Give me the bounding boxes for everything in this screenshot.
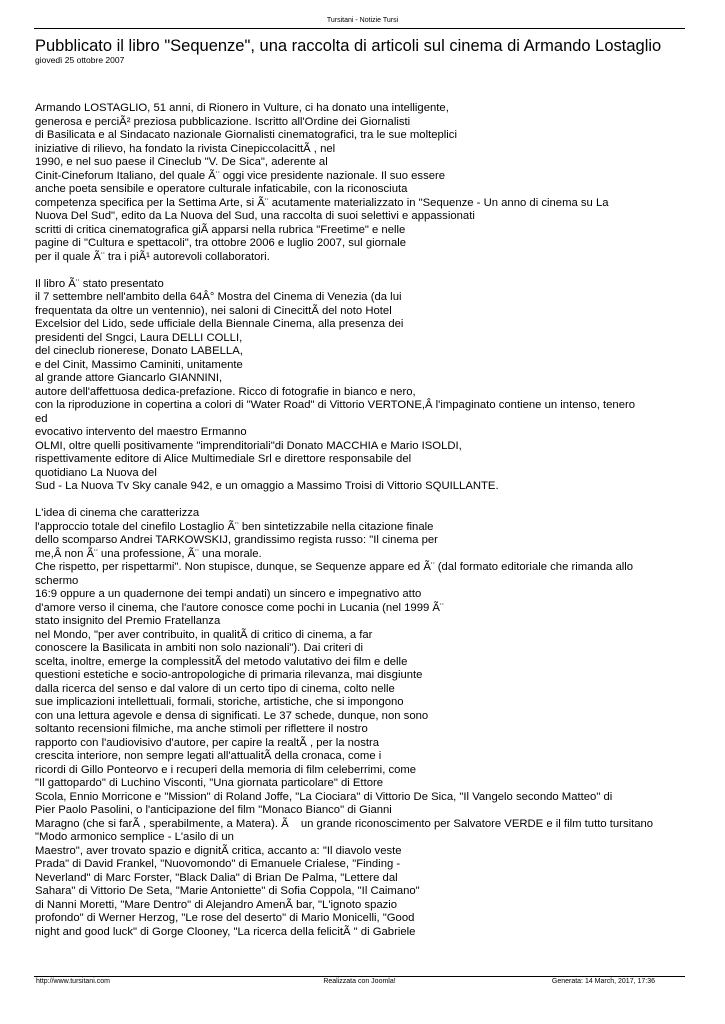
article-body-line: ricordi di Gillo Ponteorvo e i recuperi della memoria di film celeberrimi, come bbox=[35, 763, 417, 776]
article-body-line bbox=[35, 264, 695, 278]
footer-generated-date: Generata: 14 March, 2017, 17:36 bbox=[551, 978, 655, 985]
article-body-line: del cineclub rionerese, Donato LABELLA, bbox=[35, 345, 243, 357]
article-body bbox=[35, 102, 695, 939]
article-body-line: iniziative di rilievo, ha fondato la rivista CinepiccolacittÃ , nel bbox=[35, 142, 336, 155]
article-body-line: l'approccio totale del cinefilo Lostaglio Ã¨ ben sintetizzabile nella citazione finale bbox=[35, 520, 434, 533]
article-body-line: soltanto recensioni filmiche, ma anche stimoli per riflettere il nostro bbox=[35, 723, 368, 735]
article-body-line: sue implicazioni intellettuali, formali, storiche, artistiche, che si impongono bbox=[35, 696, 404, 708]
article-body-line: "Modo armonico semplice - L'asilo di un bbox=[35, 831, 234, 843]
article-body-line: "Il gattopardo" di Luchino Visconti, "Una giornata particolare" di Ettore bbox=[35, 777, 384, 789]
article-body-line: con una lettura agevole e densa di significati. Le 37 schede, dunque, non sono bbox=[35, 709, 429, 722]
article-body-line: 1990, e nel suo paese il Cineclub "V. De Sica", aderente al bbox=[35, 156, 328, 168]
article-body-line: dalla ricerca del senso e dal valore di un certo tipo di cinema, colto nelle bbox=[35, 682, 395, 695]
article-body-line: rapporto con l'audiovisivo d'autore, per capire la realtÃ , per la nostra bbox=[35, 736, 380, 749]
article-body-line: di Nanni Moretti, "Mare Dentro" di Alejandro AmenÃ bar, "L'ignoto spazio bbox=[35, 898, 398, 911]
article-body-line: competenza specifica per la Settima Arte, si Ã¨ acutamente materializzato in "Sequenze - Un anno di cinema su La bbox=[35, 196, 609, 209]
article-body-line: con la riproduzione in copertina a colori di "Water Road" di Vittorio VERTONE,Â l'impaginato contiene un intenso, tenero bbox=[35, 399, 636, 411]
article-body-line: Prada" di David Frankel, "Nuovomondo" di Emanuele Crialese, "Finding - bbox=[35, 858, 401, 870]
article-body-line: per il quale Ã¨ tra i piÃ¹ autorevoli collaboratori. bbox=[35, 250, 270, 263]
article-body-line: Sahara" di Vittorio De Seta, "Marie Antoniette" di Sofia Coppola, "Il Caimano" bbox=[35, 885, 420, 897]
footer-joomla-credit: Realizzata con Joomla! bbox=[323, 978, 396, 985]
article-date: giovedì 25 ottobre 2007 bbox=[35, 55, 125, 65]
article-body-line: Che rispetto, per rispettarmi". Non stupisce, dunque, se Sequenze appare ed Ã¨ (dal formato editoriale che rimanda allo bbox=[35, 561, 634, 573]
article-body-line: 16:9 oppure a un quadernone dei tempi andati) un sincero e impegnativo atto bbox=[35, 588, 422, 600]
site-header-title: Tursitani - Notizie Tursi bbox=[326, 17, 399, 24]
article-body-line: e del Cinit, Massimo Caminiti, unitamente bbox=[35, 358, 243, 371]
article-body-line: ed bbox=[35, 412, 48, 425]
article-body-line: Il libro Ã¨ stato presentato bbox=[35, 277, 164, 290]
article-body-line: nel Mondo, "per aver contribuito, in qualitÃ di critico di cinema, a far bbox=[35, 628, 373, 641]
article-title: Pubblicato il libro "Sequenze", una raccolta di articoli sul cinema di Armando Lostaglio bbox=[35, 37, 662, 55]
article-body-line: presidenti del Sngci, Laura DELLI COLLI, bbox=[35, 331, 243, 344]
article-body-line: night and good luck" di Gorge Clooney, "La ricerca della felicitÃ " di Gabriele bbox=[35, 925, 416, 938]
article-body-line: Scola, Ennio Morricone e "Mission" di Roland Joffe, "La Ciociara" di Vittorio De Sica, "Il Vangelo secondo Matteo" di bbox=[35, 790, 613, 803]
article-body-line: conoscere la Basilicata in ambiti non solo nazionali"). Dai criteri di bbox=[35, 642, 364, 654]
article-body-line: di Basilicata e al Sindacato nazionale Giornalisti cinematografici, tra le sue molteplici bbox=[35, 129, 457, 141]
article-body-line: Sud - La Nuova Tv Sky canale 942, e un omaggio a Massimo Troisi di Vittorio SQUILLANTE. bbox=[35, 480, 499, 492]
header-divider bbox=[34, 28, 685, 29]
article-body-line: Excelsior del Lido, sede ufficiale della Biennale Cinema, alla presenza dei bbox=[35, 318, 404, 330]
article-body-line: Maragno (che si farÃ , sperabilmente, a Matera). Ã un grande riconoscimento per Salvatore VERDE e il film tutto tursitano bbox=[35, 817, 654, 830]
article-body-line: anche poeta sensibile e operatore culturale infaticabile, con la riconosciuta bbox=[35, 183, 408, 195]
article-body-line: scritti di critica cinematografica giÃ apparsi nella rubrica "Freetime" e nelle bbox=[35, 223, 406, 236]
article-body-line: L'idea di cinema che caratterizza bbox=[35, 507, 200, 519]
article-body-line: Nuova Del Sud", edito da La Nuova del Sud, una raccolta di suoi selettivi e appassionati bbox=[35, 210, 475, 222]
article-body-line: evocativo intervento del maestro Ermanno bbox=[35, 426, 247, 438]
article-body-line: Neverland" di Marc Forster, "Black Dalia" di Brian De Palma, "Lettere dal bbox=[35, 871, 398, 884]
article-body-line: OLMI, oltre quelli positivamente "imprenditoriali"di Donato MACCHIA e Mario ISOLDI, bbox=[35, 439, 462, 452]
article-body-line: profondo" di Werner Herzog, "Le rose del deserto" di Mario Monicelli, "Good bbox=[35, 912, 415, 924]
article-body-line: scelta, inoltre, emerge la complessitÃ del metodo valutativo dei film e delle bbox=[35, 655, 408, 668]
article-body-line: crescita interiore, non sempre legati all'attualitÃ della cronaca, come i bbox=[35, 750, 382, 762]
article-body-line: generosa e perciÃ² preziosa pubblicazione. Iscritto all'Ordine dei Giornalisti bbox=[35, 115, 411, 128]
article-body-line: rispettivamente editore di Alice Multimediale Srl e direttore responsabile del bbox=[35, 453, 412, 465]
article-body-line: autore dell'affettuosa dedica-prefazione. Ricco di fotografie in bianco e nero, bbox=[35, 385, 416, 398]
article-body-line: d'amore verso il cinema, che l'autore conosce come pochi in Lucania (nel 1999 Ã¨ bbox=[35, 601, 444, 614]
article-body-line: Cinit-Cineforum Italiano, del quale Ã¨ oggi vice presidente nazionale. Il suo essere bbox=[35, 169, 446, 182]
article-body-line: Armando LOSTAGLIO, 51 anni, di Rionero in Vulture, ci ha donato una intelligente, bbox=[35, 102, 449, 114]
footer-site-url[interactable]: http://www.tursitani.com bbox=[36, 978, 110, 985]
article-body-line: pagine di "Cultura e spettacoli", tra ottobre 2006 e luglio 2007, sul giornale bbox=[35, 237, 407, 249]
article-body-line: frequentata da oltre un ventennio), nei saloni di CinecittÃ del noto Hotel bbox=[35, 304, 392, 317]
article-body-line: questioni estetiche e socio-antropologiche di primaria rilevanza, mai disgiunte bbox=[35, 669, 423, 681]
article-body-line: il 7 settembre nell'ambito della 64Â° Mostra del Cinema di Venezia (da lui bbox=[35, 291, 402, 303]
article-body-line: al grande attore Giancarlo GIANNINI, bbox=[35, 372, 223, 384]
article-body-line: Pier Paolo Pasolini, o l'anticipazione del film "Monaco Bianco" di Gianni bbox=[35, 804, 392, 816]
article-body-line: stato insignito del Premio Fratellanza bbox=[35, 615, 221, 627]
page-footer bbox=[34, 977, 685, 987]
article-body-line: me,Â non Ã¨ una professione, Ã¨ una morale. bbox=[35, 547, 262, 560]
article-body-line: Maestro", aver trovato spazio e dignitÃ critica, accanto a: "Il diavolo veste bbox=[35, 844, 402, 857]
article-body-line bbox=[35, 494, 695, 508]
article-body-line: dello scomparso Andrei TARKOWSKIJ, grandissimo regista russo: "Il cinema per bbox=[35, 534, 438, 546]
article-body-line: quotidiano La Nuova del bbox=[35, 466, 157, 479]
article-body-line: schermo bbox=[35, 574, 79, 587]
